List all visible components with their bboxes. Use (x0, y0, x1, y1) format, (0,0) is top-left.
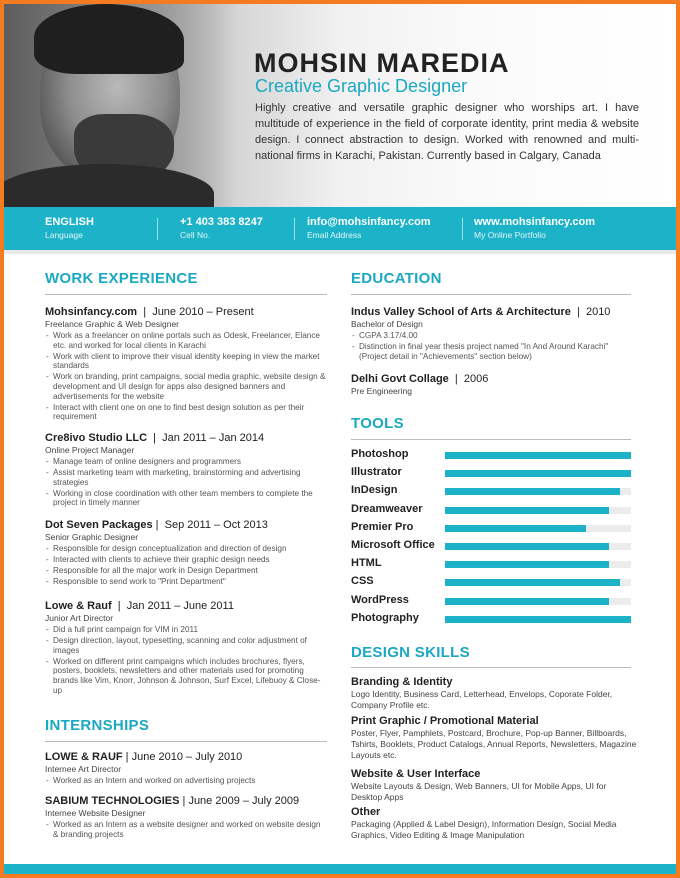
tool-level-fill (445, 488, 620, 495)
tool-level-bar (445, 543, 631, 550)
skill-entry: Print Graphic / Promotional Material Poster, Flyer, Pamphlets, Postcard, Brochure, Pop-up Banner, Billboards, Tshirts, Booklets, Product Catalogs, Annual Reports, Newsletters, Magazine Layouts etc. (351, 715, 637, 760)
job-entry: Cre8ivo Studio LLC | Jan 2011 – Jan 2014 Online Project Manager - Manage team of online designers and programmers - Assist marketing team with marketing, brainstorming and advertising strategies - Working in close coordination with other team members to complete the project in timely manner (45, 432, 327, 509)
tool-level-fill (445, 543, 609, 550)
tool-level-fill (445, 616, 631, 623)
contact-language: ENGLISH Language (45, 216, 94, 240)
tool-name: HTML (351, 557, 382, 570)
divider (4, 250, 676, 254)
tool-level-bar (445, 616, 631, 623)
tool-level-fill (445, 525, 586, 532)
job-entry: Mohsinfancy.com | June 2010 – Present Freelance Graphic & Web Designer - Work as a freelancer on online portals such as Odesk, Freelancer, Elance etc. and worked for local clients in Karachi - Work with client to improve their visual identity keeping in view the market standards - Work on branding, print campaigns, social media graphic, website design & development and UI design for apps also designed banners and advertisements for the website - Interact with client one on one to find best design solution as per their requirement (45, 306, 327, 423)
resume-page (4, 4, 676, 874)
tool-name: Dreamweaver (351, 502, 423, 515)
divider (294, 218, 295, 240)
tool-level-bar (445, 579, 631, 586)
tool-level-fill (445, 507, 609, 514)
divider (351, 294, 631, 295)
internship-entry: SABIUM TECHNOLOGIES | June 2009 – July 2009 Internee Website Designer - Worked as an Intern as a website designer and worked on website design & branding projects (45, 795, 327, 841)
job-entry: Dot Seven Packages | Sep 2011 – Oct 2013 Senior Graphic Designer - Responsible for design conceptualization and direction of design - Interacted with clients to achieve their graphic design needs - Responsible for all the major work in Design Department - Responsible to send work to "Print Department" (45, 519, 327, 588)
tool-name: Premier Pro (351, 520, 414, 533)
work-experience-title: WORK EXPERIENCE (45, 270, 198, 287)
tool-level-fill (445, 470, 631, 477)
education-title: EDUCATION (351, 270, 442, 287)
tool-name: InDesign (351, 484, 398, 497)
divider (462, 218, 463, 240)
person-name: MOHSIN MAREDIA (254, 48, 510, 78)
tool-level-bar (445, 470, 631, 477)
tool-level-bar (445, 488, 631, 495)
person-role: Creative Graphic Designer (255, 76, 468, 96)
skill-entry: Other Packaging (Applied & Label Design), Information Design, Social Media Graphics, Video Editing & Image Manipulation (351, 806, 617, 840)
divider (45, 741, 327, 742)
tool-level-bar (445, 598, 631, 605)
tool-level-bar (445, 525, 631, 532)
tool-name: Microsoft Office (351, 539, 435, 551)
contact-email[interactable]: info@mohsinfancy.com Email Address (307, 216, 431, 240)
design-skills-title: DESIGN SKILLS (351, 644, 470, 661)
tool-name: WordPress (351, 593, 409, 606)
tool-level-fill (445, 561, 609, 568)
tool-name: CSS (351, 575, 374, 588)
tool-level-fill (445, 598, 609, 605)
contact-bar (4, 207, 676, 250)
tool-level-fill (445, 579, 620, 586)
tools-title: TOOLS (351, 415, 404, 432)
education-entry: Delhi Govt Collage | 2006 Pre Engineering (351, 373, 489, 396)
education-entry: Indus Valley School of Arts & Architecture | 2010 Bachelor of Design - CGPA 3.17/4.00 - Distinction in final year thesis project named "In And Around Karachi" (Project detail in "Achievements" section below) (351, 306, 631, 363)
tool-level-bar (445, 452, 631, 459)
tool-name: Illustrator (351, 466, 402, 479)
profile-photo (4, 4, 236, 207)
job-entry: Lowe & Rauf | Jan 2011 – June 2011 Junior Art Director - Did a full print campaign for VIM in 2011 - Design direction, layout, typesetting, scanning and color adjustment of images - Worked on different print campaigns which includes brochures, flyers, posters, booklets, newsletters and other materials used for promoting brands like Vim, Knorr, Johnson & Johnson, Surf Excel, Lifebuoy & Close-up (45, 600, 327, 697)
divider (45, 294, 327, 295)
summary-text: Highly creative and versatile graphic designer who worships art. I have multitude of experience in the field of corporate identity, print media & website design. I connect abstraction to design. Worked with renowned and multi-national firms in Karachi, Pakistan. Currently based in Calgary, Canada (255, 102, 639, 162)
tool-level-bar (445, 561, 631, 568)
contact-portfolio[interactable]: www.mohsinfancy.com My Online Portfolio (474, 216, 596, 240)
divider (351, 439, 631, 440)
tool-level-fill (445, 452, 631, 459)
tool-name: Photography (351, 611, 419, 624)
divider (157, 218, 158, 240)
tool-level-bar (445, 507, 631, 514)
contact-phone[interactable]: +1 403 383 8247 Cell No. (180, 216, 263, 240)
skill-entry: Website & User Interface Website Layouts & Design, Web Banners, UI for Mobile Apps, UI for Desktop Apps (351, 768, 607, 802)
skill-entry: Branding & Identity Logo Identity, Business Card, Letterhead, Envelops, Coporate Folder, Company Profile etc. (351, 676, 613, 710)
header (4, 4, 676, 207)
divider (351, 667, 631, 668)
internship-entry: LOWE & RAUF | June 2010 – July 2010 Internee Art Director - Worked as an Intern and worked on advertising projects (45, 751, 327, 787)
tool-name: Photoshop (351, 448, 409, 460)
internships-title: INTERNSHIPS (45, 717, 150, 734)
footer-bar (4, 864, 676, 874)
